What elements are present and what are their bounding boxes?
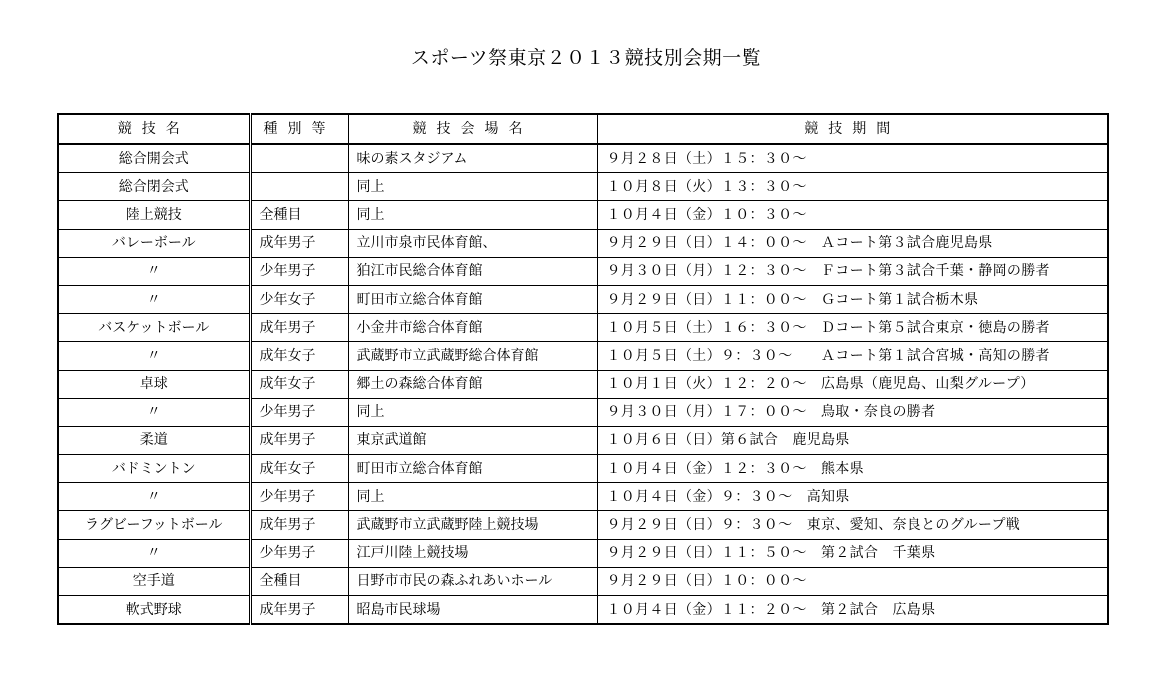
- period-cell: １０月４日（金）１０：３０～: [597, 201, 1108, 229]
- category-cell: 成年女子: [250, 342, 348, 370]
- table-row: [58, 229, 1108, 257]
- table-row: [58, 370, 1108, 398]
- category-cell: 少年男子: [250, 483, 348, 511]
- venue-cell: 武蔵野市立武蔵野総合体育館: [348, 342, 597, 370]
- venue-cell: 小金井市総合体育館: [348, 314, 597, 342]
- period-cell: １０月８日（火）１３：３０～: [597, 173, 1108, 201]
- venue-cell: 武蔵野市立武蔵野陸上競技場: [348, 511, 597, 539]
- event-cell: 総合閉会式: [58, 173, 250, 201]
- table-row: [58, 398, 1108, 426]
- event-cell: バドミントン: [58, 455, 250, 483]
- venue-cell: 同上: [348, 201, 597, 229]
- event-cell: 〃: [58, 539, 250, 567]
- table-row: [58, 201, 1108, 229]
- event-cell: 〃: [58, 342, 250, 370]
- category-cell: 少年男子: [250, 539, 348, 567]
- category-cell: 成年男子: [250, 314, 348, 342]
- table-row: [58, 539, 1108, 567]
- period-cell: １０月４日（金）１２：３０～ 熊本県: [597, 455, 1108, 483]
- venue-cell: 昭島市民球場: [348, 596, 597, 625]
- table-row: [58, 596, 1108, 625]
- event-cell: 空手道: [58, 567, 250, 595]
- category-cell: 成年男子: [250, 229, 348, 257]
- category-cell: 少年男子: [250, 398, 348, 426]
- venue-cell: 同上: [348, 483, 597, 511]
- event-cell: 卓球: [58, 370, 250, 398]
- header-venue: 競技会場名: [348, 114, 597, 144]
- event-cell: 〃: [58, 483, 250, 511]
- period-cell: ９月３０日（月）１７：００～ 鳥取・奈良の勝者: [597, 398, 1108, 426]
- page-title: スポーツ祭東京２０１３競技別会期一覧: [410, 47, 762, 69]
- event-cell: バレーボール: [58, 229, 250, 257]
- venue-cell: 立川市泉市民体育館、: [348, 229, 597, 257]
- venue-cell: 東京武道館: [348, 426, 597, 454]
- table-header-row: [58, 114, 1108, 144]
- header-category: 種別等: [250, 114, 348, 144]
- table-row: [58, 426, 1108, 454]
- schedule-table: [57, 113, 1109, 625]
- venue-cell: 江戸川陸上競技場: [348, 539, 597, 567]
- event-cell: 柔道: [58, 426, 250, 454]
- venue-cell: 同上: [348, 173, 597, 201]
- period-cell: ９月２９日（日）１１：５０～ 第２試合 千葉県: [597, 539, 1108, 567]
- table-row: [58, 173, 1108, 201]
- category-cell: 少年男子: [250, 257, 348, 285]
- venue-cell: 味の素スタジアム: [348, 144, 597, 173]
- category-cell: [250, 173, 348, 201]
- table-body: [58, 144, 1108, 624]
- period-cell: １０月４日（金）１１：２０～ 第２試合 広島県: [597, 596, 1108, 625]
- table-row: [58, 567, 1108, 595]
- category-cell: 少年女子: [250, 285, 348, 313]
- event-cell: 〃: [58, 257, 250, 285]
- table-row: [58, 314, 1108, 342]
- venue-cell: 町田市立総合体育館: [348, 455, 597, 483]
- period-cell: ９月２９日（日）１０：００～: [597, 567, 1108, 595]
- category-cell: 全種目: [250, 201, 348, 229]
- period-cell: １０月１日（火）１２：２０～ 広島県（鹿児島、山梨グループ）: [597, 370, 1108, 398]
- venue-cell: 郷土の森総合体育館: [348, 370, 597, 398]
- event-cell: バスケットボール: [58, 314, 250, 342]
- category-cell: 成年男子: [250, 596, 348, 625]
- period-cell: ９月２９日（日）１４：００～ Ａコート第３試合鹿児島県: [597, 229, 1108, 257]
- category-cell: 成年女子: [250, 455, 348, 483]
- event-cell: 〃: [58, 285, 250, 313]
- period-cell: ９月２９日（日）１１：００～ Ｇコート第１試合栃木県: [597, 285, 1108, 313]
- category-cell: 全種目: [250, 567, 348, 595]
- period-cell: １０月６日（日）第６試合 鹿児島県: [597, 426, 1108, 454]
- venue-cell: 町田市立総合体育館: [348, 285, 597, 313]
- event-cell: 陸上競技: [58, 201, 250, 229]
- period-cell: １０月４日（金）９：３０～ 高知県: [597, 483, 1108, 511]
- header-period: 競技期間: [597, 114, 1108, 144]
- header-event: 競技名: [58, 114, 250, 144]
- event-cell: ラグビーフットボール: [58, 511, 250, 539]
- period-cell: ９月２８日（土）１５：３０～: [597, 144, 1108, 173]
- period-cell: ９月２９日（日）９：３０～ 東京、愛知、奈良とのグループ戦: [597, 511, 1108, 539]
- table-row: [58, 455, 1108, 483]
- category-cell: 成年男子: [250, 511, 348, 539]
- event-cell: 〃: [58, 398, 250, 426]
- period-cell: １０月５日（土）１６：３０～ Ｄコート第５試合東京・徳島の勝者: [597, 314, 1108, 342]
- category-cell: [250, 144, 348, 173]
- event-cell: 総合開会式: [58, 144, 250, 173]
- table-row: [58, 257, 1108, 285]
- period-cell: ９月３０日（月）１２：３０～ Ｆコート第３試合千葉・静岡の勝者: [597, 257, 1108, 285]
- table-row: [58, 144, 1108, 173]
- table-row: [58, 483, 1108, 511]
- table-row: [58, 342, 1108, 370]
- table-row: [58, 285, 1108, 313]
- period-cell: １０月５日（土）９：３０～ Ａコート第１試合宮城・高知の勝者: [597, 342, 1108, 370]
- table-row: [58, 511, 1108, 539]
- venue-cell: 日野市市民の森ふれあいホール: [348, 567, 597, 595]
- event-cell: 軟式野球: [58, 596, 250, 625]
- category-cell: 成年女子: [250, 370, 348, 398]
- venue-cell: 狛江市民総合体育館: [348, 257, 597, 285]
- venue-cell: 同上: [348, 398, 597, 426]
- category-cell: 成年男子: [250, 426, 348, 454]
